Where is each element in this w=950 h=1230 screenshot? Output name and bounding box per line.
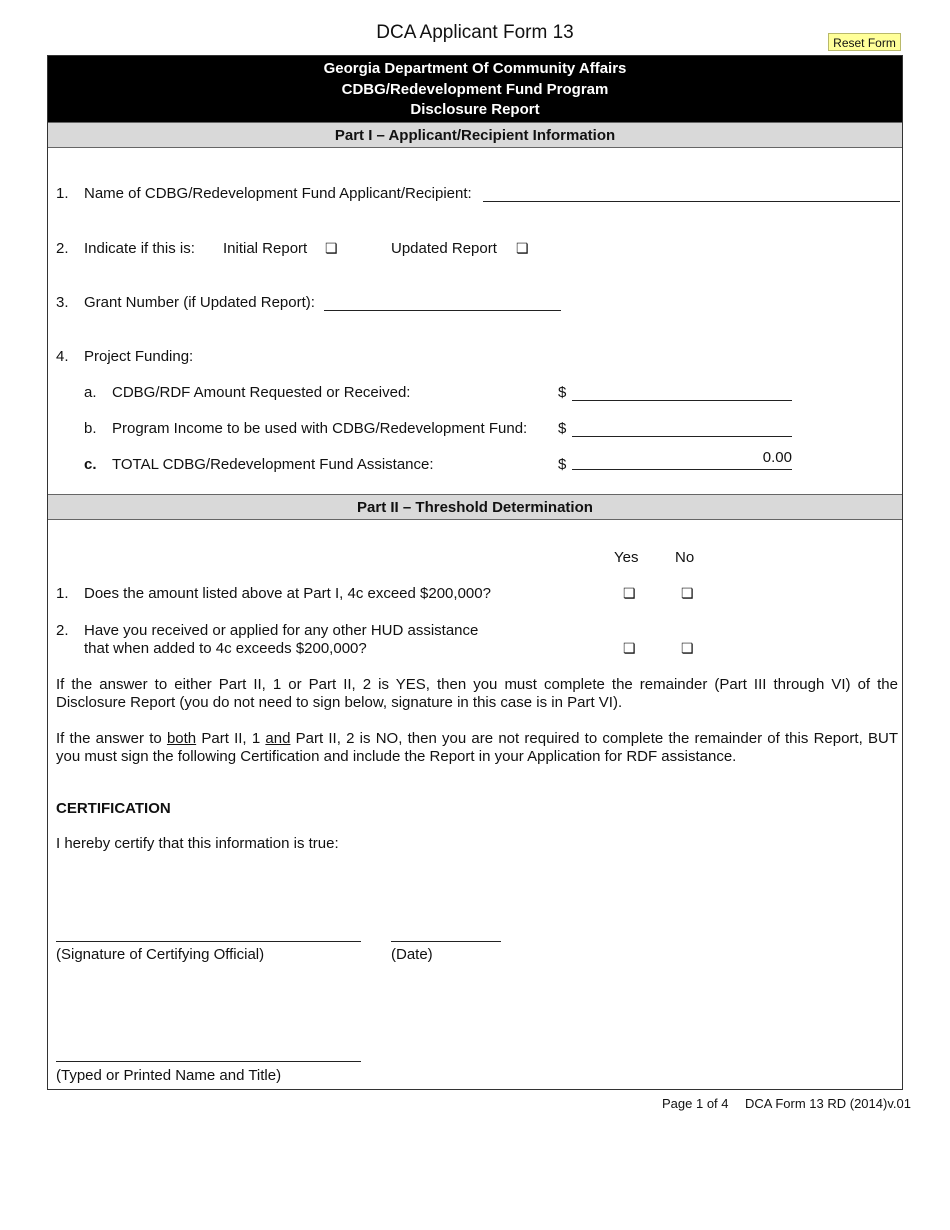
grant-number-field[interactable]: [324, 293, 561, 311]
part2-q2-number: 2.: [56, 622, 69, 639]
updated-report-checkbox[interactable]: ❏: [516, 240, 529, 256]
q4a-letter: a.: [84, 384, 97, 401]
part2-q1-no-checkbox[interactable]: ❏: [681, 585, 694, 601]
header-program: CDBG/Redevelopment Fund Program: [341, 80, 609, 98]
program-income-field[interactable]: [572, 419, 792, 437]
part2-q2-line1: Have you received or applied for any other HUD assistance: [84, 622, 479, 639]
yes-column-label: Yes: [614, 549, 639, 566]
certification-heading: CERTIFICATION: [56, 800, 171, 817]
certification-statement: I hereby certify that this information is true:: [56, 835, 339, 852]
signature-label: (Signature of Certifying Official): [56, 946, 265, 963]
date-field[interactable]: [391, 922, 501, 942]
date-label: (Date): [391, 946, 433, 963]
part1-q3-number: 3.: [56, 294, 69, 311]
updated-report-label: Updated Report: [391, 240, 497, 257]
emphasis-and: and: [265, 730, 291, 747]
emphasis-both: both: [166, 730, 197, 747]
q4a-currency: $: [558, 384, 567, 401]
no-column-label: No: [675, 549, 695, 566]
q4b-label: Program Income to be used with CDBG/Redevelopment Fund:: [112, 420, 528, 437]
page-title: DCA Applicant Form 13: [376, 22, 574, 43]
total-assistance-field[interactable]: 0.00: [572, 449, 792, 470]
q4a-label: CDBG/RDF Amount Requested or Received:: [112, 384, 411, 401]
header-report: Disclosure Report: [410, 101, 540, 118]
q4c-currency: $: [558, 456, 567, 473]
part2-q1-number: 1.: [56, 585, 69, 602]
header-agency: Georgia Department Of Community Affairs: [323, 60, 627, 77]
q4b-letter: b.: [84, 420, 97, 437]
part2-instructions-yes: If the answer to either Part II, 1 or Part II, 2 is YES, then you must complete the remainder (Part III through VI) of the Disclosure Report (you do not need to sign below, signature in this case is in Part VI).: [56, 676, 898, 711]
part1-q2-number: 2.: [56, 240, 69, 257]
part2-q2-yes-checkbox[interactable]: ❏: [623, 640, 636, 656]
page-number: Page 1 of 4: [662, 1096, 729, 1111]
q4c-letter: c.: [84, 456, 97, 473]
part2-q2-line2: that when added to 4c exceeds $200,000?: [84, 640, 367, 657]
cdbg-amount-field[interactable]: [572, 383, 792, 401]
signature-field[interactable]: [56, 922, 361, 942]
part1-q1-number: 1.: [56, 185, 69, 202]
part1-q3-label: Grant Number (if Updated Report):: [84, 294, 315, 311]
part1-heading: Part I – Applicant/Recipient Information: [48, 122, 902, 148]
part2-q2-no-checkbox[interactable]: ❏: [681, 640, 694, 656]
part1-q4-label: Project Funding:: [84, 348, 194, 365]
printed-name-label: (Typed or Printed Name and Title): [56, 1067, 282, 1084]
part2-instructions-no: If the answer to both Part II, 1 and Part II, 2 is NO, then you are not required to complete the remainder of this Report, BUT you must sign the following Certification and include the Report in your Application for RDF assistance.: [56, 730, 898, 765]
q4b-currency: $: [558, 420, 567, 437]
part2-q1-yes-checkbox[interactable]: ❏: [623, 585, 636, 601]
printed-name-field[interactable]: [56, 1042, 361, 1062]
part2-q1-label: Does the amount listed above at Part I, 4c exceed $200,000?: [84, 585, 491, 602]
reset-form-button[interactable]: Reset Form: [828, 33, 901, 51]
part1-q4-number: 4.: [56, 348, 69, 365]
initial-report-checkbox[interactable]: ❏: [325, 240, 338, 256]
applicant-name-field[interactable]: [483, 184, 900, 202]
part2-heading: Part II – Threshold Determination: [48, 494, 902, 520]
q4c-label: TOTAL CDBG/Redevelopment Fund Assistance:: [112, 456, 434, 473]
initial-report-label: Initial Report: [223, 240, 308, 257]
part1-q2-label: Indicate if this is:: [84, 240, 195, 257]
part1-q1-label: Name of CDBG/Redevelopment Fund Applicant/Recipient:: [84, 185, 472, 202]
form-header: [48, 56, 902, 122]
form-id: DCA Form 13 RD (2014)v.01: [745, 1096, 911, 1111]
